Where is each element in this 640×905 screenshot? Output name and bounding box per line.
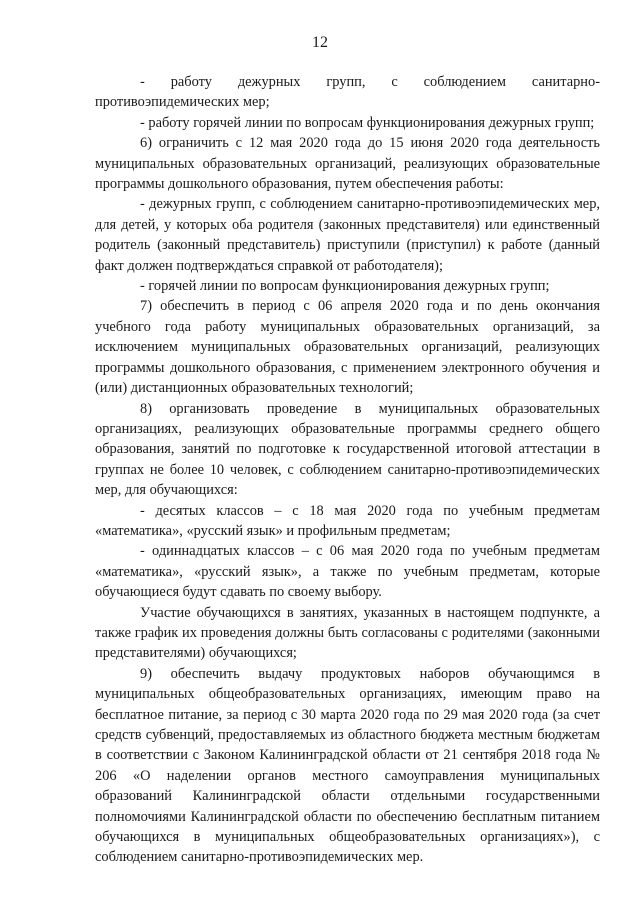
paragraph-item-6: 6) ограничить с 12 мая 2020 года до 15 июня 2020 года деятельность муниципальных образовательных организаций, реализующих образовательные программы дошкольного образования, путем обеспечения работы: [95,135,600,193]
paragraph-item-7: 7) обеспечить в период с 06 апреля 2020 года и по день окончания учебного года работу муниципальных образовательных организаций, за исключением муниципальных образовательных организаций, реализующих программы дошкольного образования, с применением электронного обучения и (или) дистанционных образовательных технологий; [95,298,600,397]
paragraph-item-8-eleventh-grade: - одиннадцатых классов – с 06 мая 2020 года по учебным предметам «математика», «русский язык», а также по учебным предметам, которые обучающиеся будут сдавать по своему выбору. [95,543,600,601]
paragraph-item-8-participation: Участие обучающихся в занятиях, указанных в настоящем подпункте, а также график их проведения должны быть согласованы с родителями (законными представителями) обучающихся; [95,604,600,662]
page-number: 12 [312,34,328,51]
paragraph-hotline-duty-groups: - работу горячей линии по вопросам функционирования дежурных групп; [140,114,595,131]
paragraph-item-6-duty-groups: - дежурных групп, с соблюдением санитарно-противоэпидемических мер, для детей, у которых оба родителя (законных представителя) или единственный родитель (законный представитель) приступили (приступил) к работе (данный факт должен подтверждаться справкой от работодателя); [95,196,600,274]
paragraph-item-6-hotline: - горячей линии по вопросам функционирования дежурных групп; [140,278,550,295]
paragraph-item-8-tenth-grade: - десятых классов – с 18 мая 2020 года по учебным предметам «математика», «русский язык» и профильным предметам; [95,502,600,539]
paragraph-duty-groups: - работу дежурных групп, с соблюдением санитарно-противоэпидемических мер; [95,74,600,111]
paragraph-item-8: 8) организовать проведение в муниципальных образовательных организациях, реализующих образовательные программы среднего общего образования, занятий по подготовке к государственной итоговой аттестации в группах не более 10 человек, с соблюдением санитарно-противоэпидемических мер, для обучающихся: [95,400,600,499]
document-body [95,72,600,868]
paragraph-item-9: 9) обеспечить выдачу продуктовых наборов обучающимся в муниципальных общеобразовательных организациях, имеющим право на бесплатное питание, за период с 30 марта 2020 года по 29 мая 2020 года (за счет средств субвенций, предоставляемых из областного бюджета местным бюджетам в соответствии с Законом Калининградской области от 21 сентября 2018 года № 206 «О наделении органов местного самоуправления муниципальных образований Калининградской области отдельными государственными полномочиями Калининградской области по обеспечению бесплатным питанием обучающихся в муниципальных общеобразовательных организациях»), с соблюдением санитарно-противоэпидемических мер. [95,665,600,866]
